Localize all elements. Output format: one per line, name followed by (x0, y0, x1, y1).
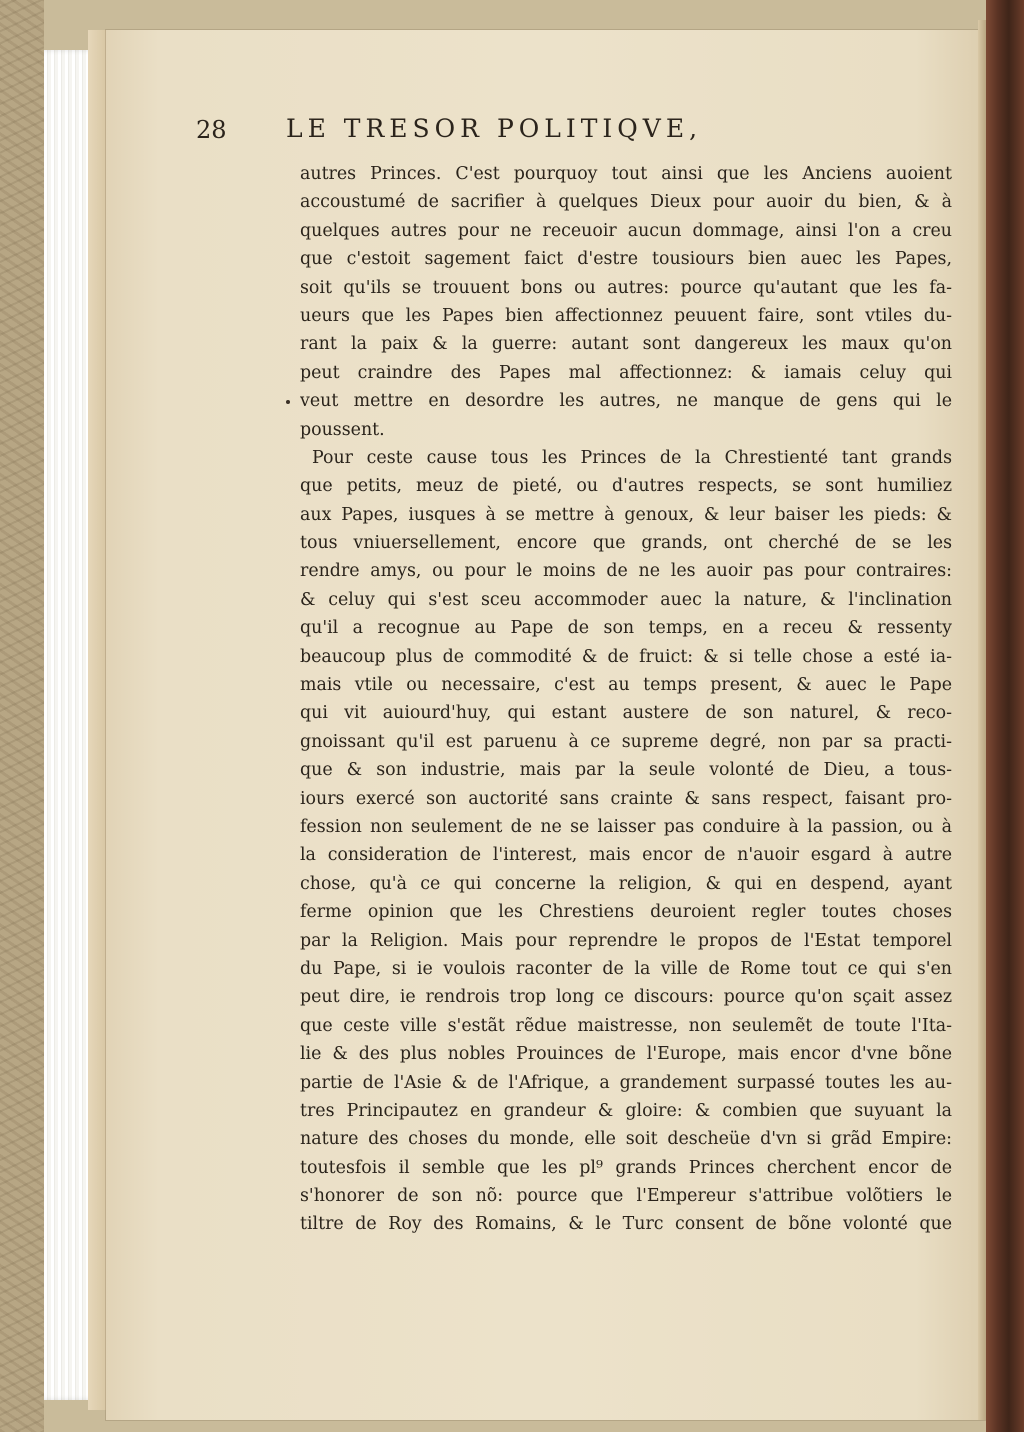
text-line: la consideration de l'interest, mais encor de n'auoir esgard à autre (300, 845, 952, 866)
text-line: quelques autres pour ne receuoir aucun dommage, ainsi l'on a creu (300, 220, 952, 241)
text-line: ferme opinion que les Chrestiens deuroient regler toutes choses (300, 902, 952, 923)
text-line: veut mettre en desordre les autres, ne manque de gens qui le (300, 391, 952, 412)
text-line: Pour ceste cause tous les Princes de la Chrestienté tant grands (312, 447, 952, 468)
text-line: & celuy qui s'est sceu accommoder auec la nature, & l'inclination (300, 589, 952, 610)
text-line: que petits, meuz de pieté, ou d'autres respects, se sont humiliez (300, 476, 952, 497)
text-line: poussent. (300, 419, 385, 440)
text-line: que c'estoit sagement faict d'estre tousiours bien auec les Papes, (300, 249, 952, 270)
text-line: que & son industrie, mais par la seule volonté de Dieu, a tous- (300, 760, 952, 781)
text-line: rant la paix & la guerre: autant sont dangereux les maux qu'on (300, 334, 952, 355)
text-line: lie & des plus nobles Prouinces de l'Europe, mais encor d'vne bõne (300, 1044, 952, 1065)
text-line: nature des choses du monde, elle soit descheüe d'vn si grãd Empire: (300, 1129, 952, 1150)
page-header (196, 112, 876, 152)
book-spine (986, 0, 1024, 1432)
text-line: tres Principautez en grandeur & gloire: & combien que suyuant la (300, 1100, 952, 1121)
running-title: LE TRESOR POLITIQVE, (286, 114, 703, 143)
text-line: peut dire, ie rendrois trop long ce discours: pource qu'on sçait assez (300, 987, 952, 1008)
body-text (300, 160, 952, 1239)
text-line: s'honorer de son nõ: pource que l'Empereur s'attribue volõtiers le (300, 1186, 952, 1207)
text-line: gnoissant qu'il est paruenu à ce supreme degré, non par sa practi- (300, 731, 952, 752)
text-line: toutesfois il semble que les pl⁹ grands Princes cherchent encor de (300, 1157, 952, 1178)
text-line: mais vtile ou necessaire, c'est au temps present, & auec le Pape (300, 675, 952, 696)
text-line: fession non seulement de ne se laisser pas conduire à la passion, ou à (300, 816, 952, 837)
text-line: rendre amys, ou pour le moins de ne les auoir pas pour contraires: (300, 561, 952, 582)
text-line: iours exercé son auctorité sans crainte & sans respect, faisant pro- (300, 788, 952, 809)
text-line: par la Religion. Mais pour reprendre le propos de l'Estat temporel (300, 930, 952, 951)
text-line: autres Princes. C'est pourquoy tout ainsi que les Anciens auoient (300, 164, 952, 184)
page-gutter (88, 30, 106, 1410)
text-line: accoustumé de sacrifier à quelques Dieux pour auoir du bien, & à (300, 192, 952, 213)
text-line: qu'il a recognue au Pape de son temps, en a receu & ressenty (300, 618, 952, 639)
text-line: tiltre de Roy des Romains, & le Turc consent de bõne volonté que (300, 1214, 952, 1235)
ink-dot (286, 400, 290, 404)
text-line: soit qu'ils se trouuent bons ou autres: pource qu'autant que les fa- (300, 277, 952, 298)
text-line: du Pape, si ie voulois raconter de la ville de Rome tout ce qui s'en (300, 958, 952, 979)
text-line: qui vit auiourd'huy, qui estant austere de son naturel, & reco- (300, 703, 952, 724)
text-line: peut craindre des Papes mal affectionnez: & iamais celuy qui (300, 362, 952, 383)
text-line: aux Papes, iusques à se mettre à genoux, & leur baiser les pieds: & (300, 504, 952, 525)
text-line: beaucoup plus de commodité & de fruict: & si telle chose a esté ia- (300, 646, 952, 667)
text-line: partie de l'Asie & de l'Afrique, a grandement surpassé toutes les au- (300, 1072, 952, 1093)
marbled-board (0, 0, 44, 1432)
text-line: chose, qu'à ce qui concerne la religion, & qui en despend, ayant (300, 873, 952, 894)
text-line: que ceste ville s'estãt rẽdue maistresse, non seulemẽt de toute l'Ita- (300, 1015, 952, 1036)
text-line: tous vniuersellement, encore que grands, ont cherché de se les (300, 533, 952, 554)
page-number: 28 (196, 116, 227, 144)
page-edge-right (978, 20, 986, 1420)
text-line: ueurs que les Papes bien affectionnez peuuent faire, sont vtiles du- (300, 305, 952, 326)
